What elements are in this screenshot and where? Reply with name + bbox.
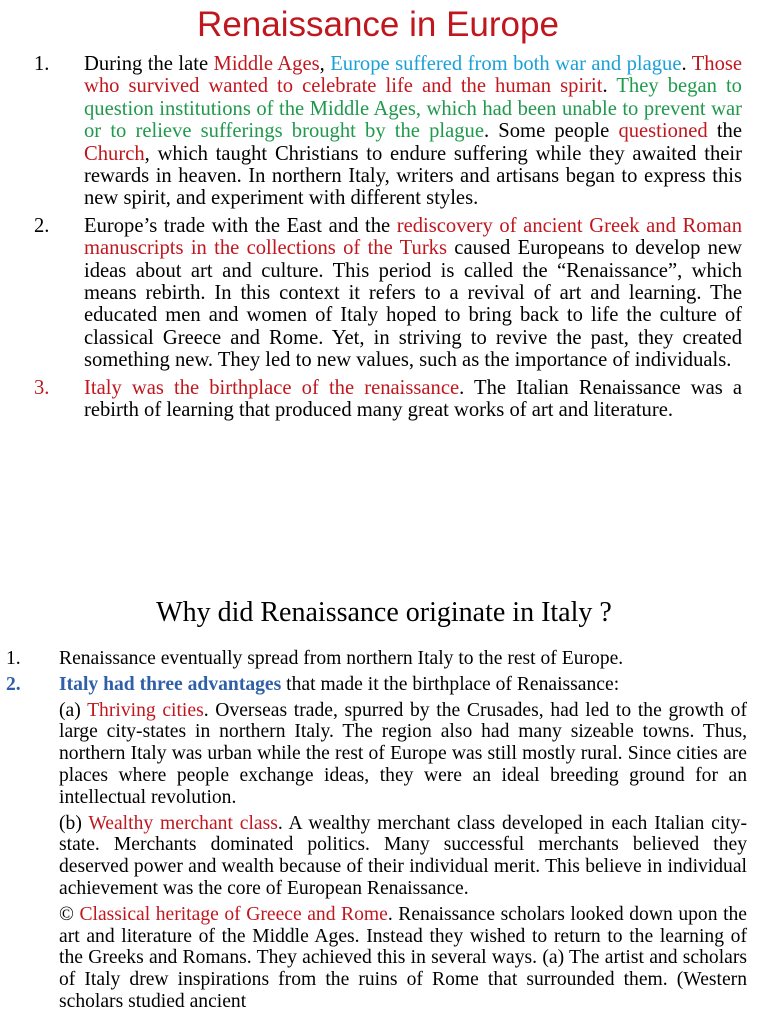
highlight-three-advantages: Italy had three advantages (59, 673, 282, 695)
renaissance-list (0, 53, 768, 427)
paragraph-prefix: © (59, 903, 80, 925)
list-item (0, 648, 768, 670)
text-segment: . The Italian Renaissance was a rebirth of learning that produced many great works of art and literature. (84, 376, 742, 422)
text-segment: that made it the birthplace of Renaissance: (281, 673, 620, 695)
italy-list (0, 648, 768, 1017)
text-segment: the (707, 120, 742, 143)
paragraph-text: . Overseas trade, spurred by the Crusades, had led to the growth of large city-states in northern Italy. The region also had many sizeable towns. Thus, northern Italy was urban while the rest of Europe was still mostly rural. Since cities are places where people exchange ideas, they were an ideal breeding ground for an intellectual revolution. (59, 699, 747, 808)
text-segment: Europe’s trade with the East and the (84, 214, 397, 237)
list-item-text (84, 53, 742, 210)
text-segment: During the late (84, 53, 214, 75)
paragraph-prefix: (b) (59, 812, 89, 834)
list-item (0, 215, 768, 372)
paragraph-text: . A wealthy merchant class developed in each Italian city-state. Merchants dominated politics. Many successful merchants believed they deserved power and wealth because of their individual merit. This believe in individual achievement was the core of European Renaissance. (59, 812, 747, 899)
highlight-war-and-plague: Europe suffered from both war and plague (330, 53, 682, 75)
list-number: 3. (34, 376, 50, 399)
paragraph-prefix: (a) (59, 699, 88, 721)
advantage-paragraph (59, 813, 747, 900)
highlight-birthplace: Italy was the birthplace of the renaissance (84, 376, 460, 399)
text-segment: . (602, 75, 617, 98)
text-segment: , which taught Christians to endure suffering while they awaited their rewards in heaven. In northern Italy, writers and artisans began to express this new spirit, and experiment with different styles. (84, 142, 742, 210)
list-item-text: Renaissance eventually spread from northern Italy to the rest of Europe. (59, 648, 624, 669)
text-segment: , (319, 53, 331, 75)
list-item-text (84, 377, 742, 422)
advantage-paragraph (59, 904, 747, 1013)
text-segment: . (681, 53, 692, 75)
list-item (0, 53, 768, 210)
text-segment: caused Europeans to develop new ideas about art and culture. This period is called the “Renaissance”, which means rebirth. In this context it refers to a revival of art and learning. The educated men and women of Italy hoped to bring back to life the culture of classical Greece and Rome. Yet, in striving to revive the past, they created something new. They led to new values, such as the importance of individuals. (84, 237, 742, 372)
highlight-merchant-class: Wealthy merchant class (88, 812, 278, 834)
page-title: Renaissance in Europe (197, 5, 559, 44)
highlight-rediscovery: rediscovery of ancient Greek and Roman manuscripts in the collections of the Turks (84, 214, 742, 260)
highlight-church: Church (84, 142, 145, 165)
list-number: 2. (6, 673, 21, 695)
paragraph-text: . Renaissance scholars looked down upon the art and literature of the Middle Ages. Instead they wished to return to the learning of the Greeks and Romans. They achieved this in several ways. (a) The artist and scholars of Italy drew inspirations from the ruins of Rome that surrounded them. (Western scholars studied ancient (59, 903, 747, 1012)
highlight-thriving-cities: Thriving cities (87, 699, 204, 721)
list-item (0, 377, 768, 422)
section-heading: Why did Renaissance originate in Italy ? (156, 597, 612, 628)
list-number: 2. (34, 214, 50, 237)
list-item-text (84, 215, 742, 372)
list-number: 1. (34, 53, 50, 75)
highlight-questioned: questioned (618, 120, 708, 143)
text-segment: . Some people (484, 120, 619, 143)
highlight-middle-ages: Middle Ages (213, 53, 320, 75)
list-number: 1. (6, 648, 21, 669)
highlight-celebrate-life: Those who survived wanted to celebrate life and the human spirit (84, 53, 743, 98)
advantage-paragraph (59, 700, 747, 809)
list-item-text (59, 674, 747, 696)
highlight-classical-heritage: Classical heritage of Greece and Rome (79, 903, 388, 925)
highlight-question-institutions: They began to question institutions of the Middle Ages, which had been unable to prevent war or to relieve sufferings brought by the plague (84, 75, 742, 143)
list-item (0, 674, 768, 696)
